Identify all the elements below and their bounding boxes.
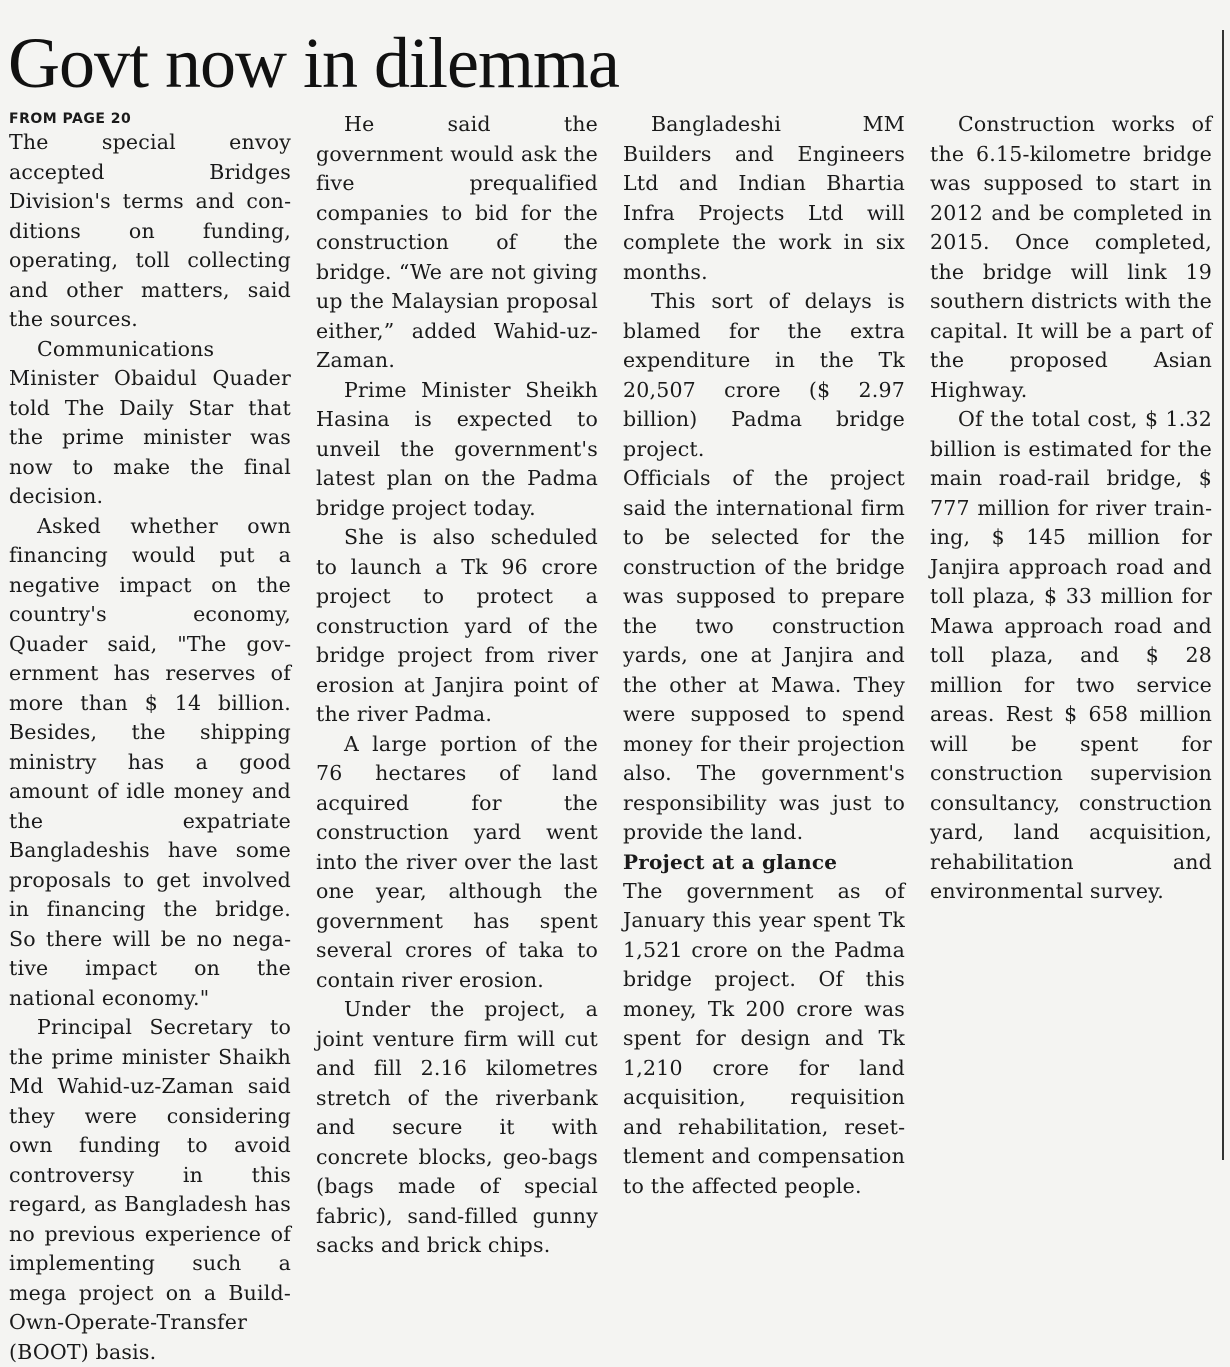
paragraph: Under the project, a joint venture firm will cut and fill 2.16 kilometres stretch of the riverbank and secure it with concrete blocks, geo-bags (bags made of special fabric), sand-filled gunny sacks and brick chips. (316, 997, 598, 1257)
article-column-3 (623, 110, 905, 1198)
paragraph: Communications Minister Obaidul Quader told The Daily Star that the prime minister was now to make the final decision. (9, 336, 291, 508)
paragraph: He said the government would ask the five prequalified companies to bid for the construction of the bridge. “We are not giving up the Malaysian proposal either,” added Wahid-uz-Zaman. (316, 112, 598, 372)
paragraph: Officials of the project said the international firm to be selected for the construction of the bridge was supposed to prepare the two construction yards, one at Janjira and the other at Mawa. They were supposed to spend money for their projection also. The government's responsibility was just to provide the land. (623, 466, 905, 844)
paragraph: Bangladeshi MM Builders and Engineers Ltd and Indian Bhartia Infra Projects Ltd will complete the work in six months. (623, 112, 905, 284)
paragraph: Of the total cost, $ 1.32 billion is estimated for the main road-rail bridge, $ 777 million for river training, $ 145 million for Janjira approach road and toll plaza, $ 33 million for Mawa approach road and toll plaza, and $ 28 million for two service areas. Rest $ 658 million will be spent for construction supervision consultancy, construction yard, land acquisition, rehabilitation and environmental survey. (930, 407, 1212, 903)
subheading: Project at a glance (623, 849, 838, 874)
paragraph: She is also scheduled to launch a Tk 96 crore project to protect a construction yard of the bridge project from river erosion at Janjira point of the river Padma. (316, 525, 598, 726)
paragraph: Asked whether own financing would put a negative impact on the country's economy, Quader said, "The government has reserves of more than $ 14 billion. Besides, the shipping ministry has a good amount of idle money and the expatriate Bangladeshis have some proposals to get involved in financing the bridge. So there will be no negative impact on the national economy." (9, 513, 291, 1010)
headline: Govt now in dilemma (8, 23, 619, 103)
column-rule (1222, 30, 1224, 1160)
continuation-kicker: FROM PAGE 20 (9, 111, 132, 127)
paragraph: This sort of delays is blamed for the extra expenditure in the Tk 20,507 crore ($ 2.97 billion) Padma bridge project. (623, 289, 905, 461)
paragraph: A large portion of the 76 hectares of land acquired for the construction yard went into the river over the last one year, although the government has spent several crores of taka to contain river erosion. (316, 731, 598, 992)
paragraph: The government as of January this year spent Tk 1,521 crore on the Padma bridge project. Of this money, Tk 200 crore was spent for design and Tk 1,210 crore for land acquisition, requisition and rehabilitation, resettlement and compensation to the affected people. (623, 878, 905, 1198)
article-column-1 (9, 110, 291, 1364)
paragraph: The special envoy accepted Bridges Division's terms and conditions on funding, operating, toll collecting and other matters, said the sources. (9, 130, 291, 331)
article-column-4 (930, 110, 1212, 1170)
article-column-2 (316, 110, 598, 1257)
paragraph: Prime Minister Sheikh Hasina is expected to unveil the government's latest plan on the Padma bridge project today. (316, 377, 598, 520)
paragraph: Construction works of the 6.15-kilometre bridge was supposed to start in 2012 and be completed in 2015. Once completed, the bridge will link 19 southern districts with the capital. It will be a part of the proposed Asian Highway. (930, 112, 1212, 402)
paragraph: Principal Secretary to the prime minister Shaikh Md Wahid-uz-Zaman said they were considering own funding to avoid controversy in this regard, as Bangladesh has no previous experience of implementing such a mega project on a Build-Own-Operate-Transfer (BOOT) basis. (9, 1015, 291, 1364)
